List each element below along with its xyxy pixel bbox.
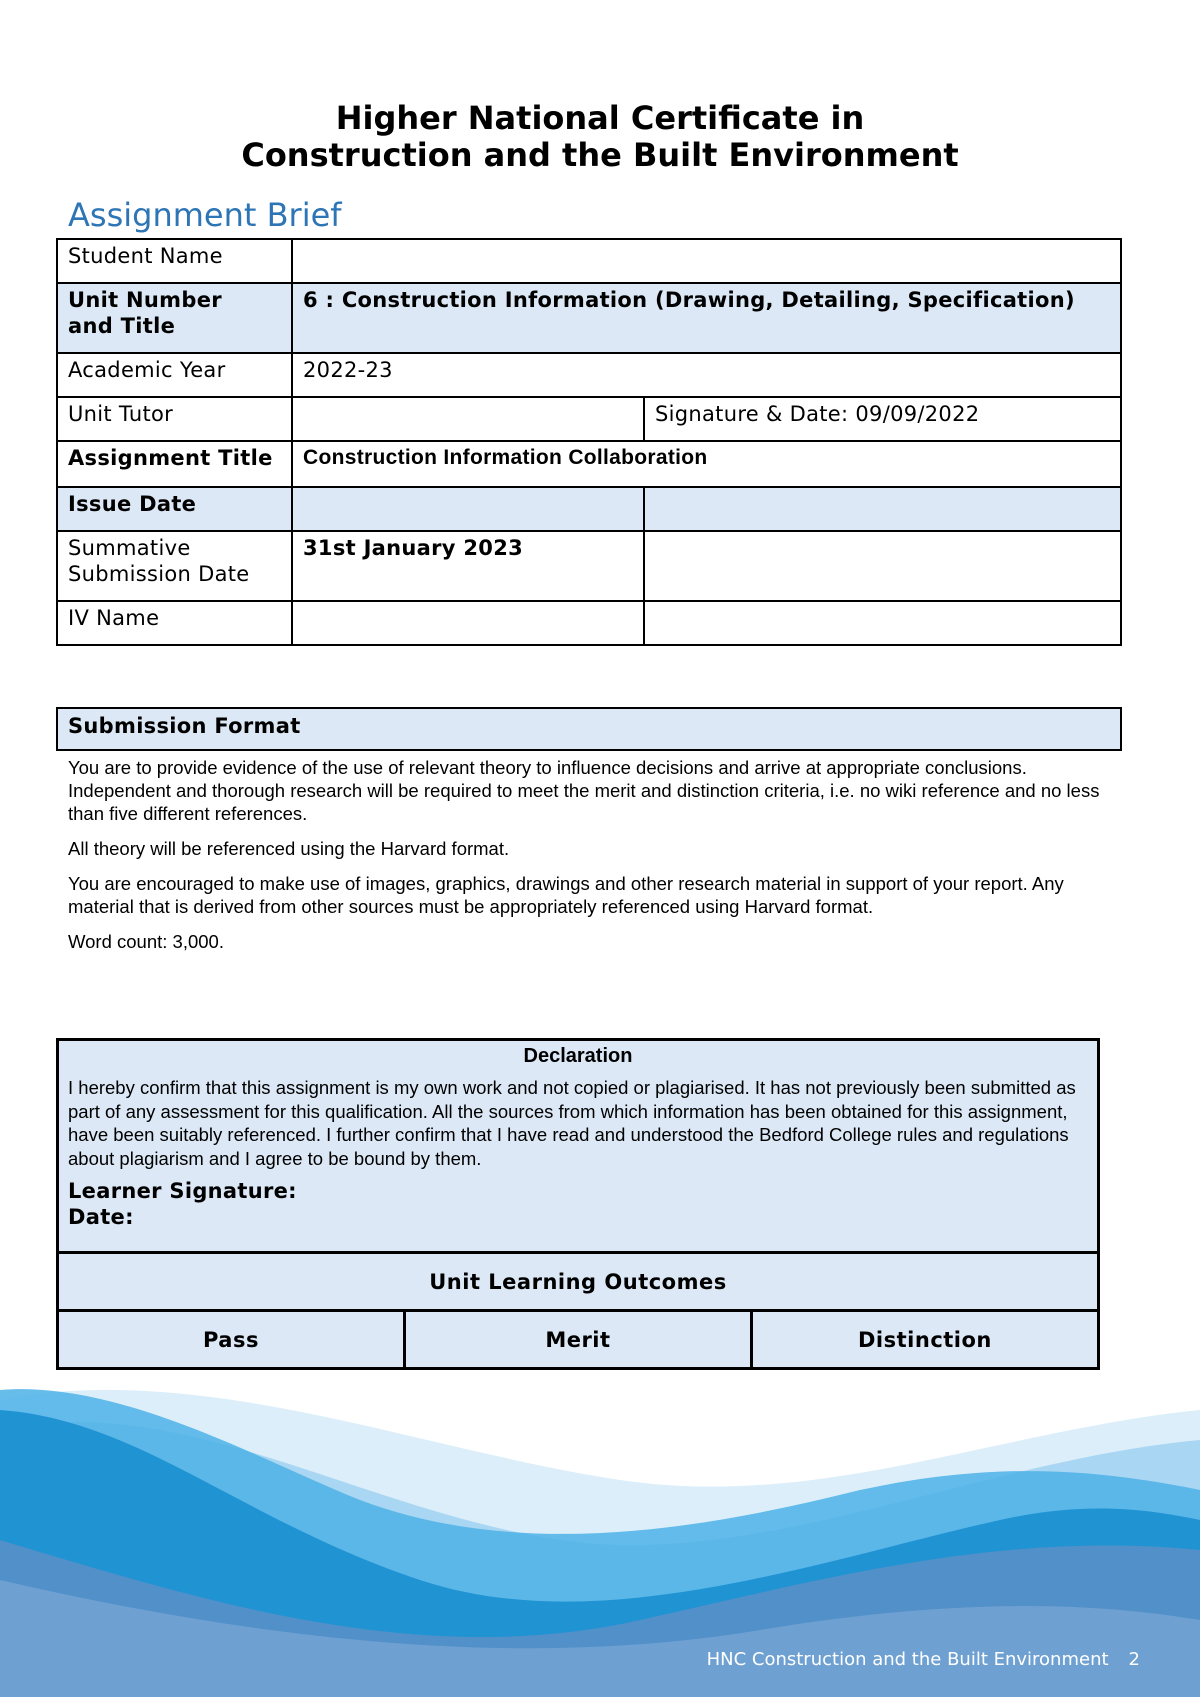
summative-label (57, 531, 292, 601)
page-number: 2 (1128, 1649, 1140, 1670)
unit-label (57, 283, 292, 353)
footer-text: HNC Construction and the Built Environment (706, 1649, 1109, 1670)
learner-signature-label[interactable]: Learner Signature: (68, 1179, 297, 1203)
outcomes-title: Unit Learning Outcomes (58, 1253, 1099, 1311)
student-name-label: Student Name (57, 239, 292, 283)
iv-name-label: IV Name (57, 601, 292, 645)
unit-value: 6 : Construction Information (Drawing, Detailing, Specification) (292, 283, 1121, 353)
unit-tutor-value[interactable] (292, 397, 644, 441)
document-title (0, 100, 1200, 174)
academic-year-value: 2022-23 (292, 353, 1121, 397)
title-line-2: Construction and the Built Environment (241, 136, 959, 174)
declaration-text: I hereby confirm that this assignment is my own work and not copied or plagiarised. It has not previously been submitted as part of any assessment for this qualification. All the sources from which information has been obtained for this assignment, have been suitably referenced. I further confirm that I have read and understood the Bedford College rules and regulations about plagiarism and I agree to be bound by them. (68, 1077, 1076, 1169)
summative-value: 31st January 2023 (292, 531, 644, 601)
student-name-value[interactable] (292, 239, 1121, 283)
declaration-date-label[interactable]: Date: (68, 1205, 134, 1229)
summative-label-line-2: Submission Date (68, 562, 250, 586)
unit-tutor-label: Unit Tutor (57, 397, 292, 441)
issue-date-label: Issue Date (57, 487, 292, 531)
outcome-merit: Merit (404, 1311, 751, 1369)
submission-paragraph: All theory will be referenced using the Harvard format. (68, 838, 510, 859)
declaration-title: Declaration (523, 1045, 633, 1067)
unit-learning-outcomes-table (56, 1251, 1100, 1370)
outcome-distinction: Distinction (751, 1311, 1098, 1369)
section-heading: Assignment Brief (68, 196, 342, 234)
submission-paragraph: You are encouraged to make use of images, graphics, drawings and other research material in support of your report. Any material that is derived from other sources must be appropriately referenced using Harvard format. (68, 873, 1064, 917)
academic-year-label: Academic Year (57, 353, 292, 397)
iv-name-value[interactable] (292, 601, 644, 645)
outcome-pass: Pass (58, 1311, 405, 1369)
iv-name-extra (644, 601, 1121, 645)
assignment-brief-table (56, 238, 1122, 646)
issue-date-extra (644, 487, 1121, 531)
submission-paragraph: You are to provide evidence of the use of relevant theory to influence decisions and arrive at appropriate conclusions. Independent and thorough research will be required to meet the merit and distinction criteria, i.e. no wiki reference and no less than five different references. (68, 757, 1100, 824)
assignment-title-value: Construction Information Collaboration (292, 441, 1121, 487)
issue-date-value[interactable] (292, 487, 644, 531)
summative-extra (644, 531, 1121, 601)
page-footer (687, 1648, 1140, 1672)
submission-paragraph: Word count: 3,000. (68, 931, 224, 952)
tutor-signature: Signature & Date: 09/09/2022 (644, 397, 1121, 441)
submission-format-body (68, 756, 1128, 965)
title-line-1: Higher National Certificate in (335, 99, 865, 137)
submission-format-heading: Submission Format (56, 707, 1122, 751)
unit-label-line-1: Unit Number (68, 288, 222, 312)
unit-label-line-2: and Title (68, 314, 176, 338)
declaration-box (56, 1038, 1100, 1252)
assignment-title-label: Assignment Title (57, 441, 292, 487)
summative-label-line-1: Summative (68, 536, 191, 560)
